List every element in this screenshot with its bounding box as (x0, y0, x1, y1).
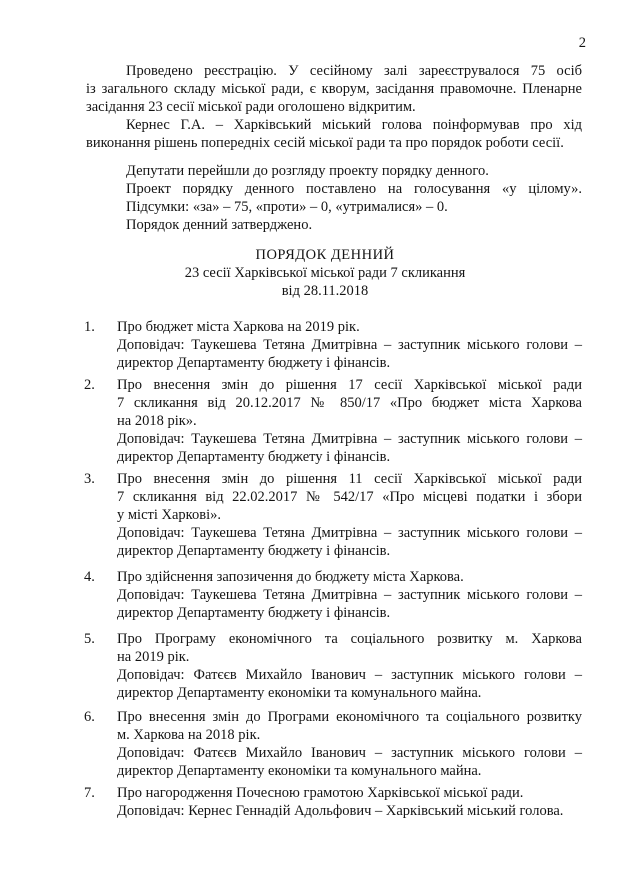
vote-line-1: Депутати перейшли до розгляду проекту порядку денного. (126, 163, 489, 179)
registration-line-1: Проведено реєстрацію. У сесійному залі зареєструвалося 75 осіб (126, 63, 582, 79)
agenda-item-4-title: Про здійснення запозичення до бюджету міста Харкова. (117, 569, 464, 585)
agenda-item-5-speaker: Доповідач: Фатєєв Михайло Іванович – заступник міського голови – (117, 667, 582, 683)
page-number: 2 (578, 35, 586, 51)
agenda-item-5-title-line-2: на 2019 рік. (117, 649, 190, 665)
agenda-item-1-speaker-role: директор Департаменту бюджету і фінансів. (117, 355, 391, 371)
vote-line-4: Порядок денний затверджено. (126, 217, 313, 233)
agenda-item-2-title-line-3: на 2018 рік». (117, 413, 197, 429)
agenda-item-7-title: Про нагородження Почесною грамотою Харківської міської ради. (117, 785, 524, 801)
agenda-item-3-title-line-3: у місті Харкові». (117, 507, 221, 523)
agenda-item-7-speaker: Доповідач: Кернес Геннадій Адольфович – Харківський міський голова. (117, 803, 564, 819)
report-line-1: Кернес Г.А. – Харківський міський голова поінформував про хід (126, 117, 582, 133)
agenda-item-2-title-line-1: Про внесення змін до рішення 17 сесії Харківської міської ради (117, 377, 582, 393)
agenda-item-number: 7. (84, 785, 95, 801)
agenda-item-number: 3. (84, 471, 95, 487)
agenda-date: від 28.11.2018 (281, 283, 369, 299)
agenda-item-number: 6. (84, 709, 95, 725)
agenda-item-1-speaker: Доповідач: Таукешева Тетяна Дмитрівна – заступник міського голови – (117, 337, 582, 353)
agenda-item-2-title-line-2: 7 скликання від 20.12.2017 № 850/17 «Про бюджет міста Харкова (117, 395, 582, 411)
agenda-item-5-title-line-1: Про Програму економічного та соціального розвитку м. Харкова (117, 631, 582, 647)
agenda-item-number: 5. (84, 631, 95, 647)
agenda-item-3-title-line-2: 7 скликання від 22.02.2017 № 542/17 «Про місцеві податки і збори (117, 489, 582, 505)
agenda-subtitle: 23 сесії Харківської міської ради 7 скликання (184, 265, 466, 281)
agenda-item-6-speaker-role: директор Департаменту економіки та комунального майна. (117, 763, 482, 779)
agenda-item-6-speaker: Доповідач: Фатєєв Михайло Іванович – заступник міського голови – (117, 745, 582, 761)
agenda-item-number: 1. (84, 319, 95, 335)
agenda-title: ПОРЯДОК ДЕННИЙ (255, 247, 395, 263)
agenda-item-2-speaker: Доповідач: Таукешева Тетяна Дмитрівна – заступник міського голови – (117, 431, 582, 447)
agenda-item-number: 4. (84, 569, 95, 585)
vote-line-3: Підсумки: «за» – 75, «проти» – 0, «утрималися» – 0. (126, 199, 448, 215)
agenda-item-3-speaker: Доповідач: Таукешева Тетяна Дмитрівна – заступник міського голови – (117, 525, 582, 541)
agenda-item-3-title-line-1: Про внесення змін до рішення 11 сесії Харківської міської ради (117, 471, 582, 487)
agenda-item-6-title-line-1: Про внесення змін до Програми економічного та соціального розвитку (117, 709, 582, 725)
agenda-item-5-speaker-role: директор Департаменту економіки та комунального майна. (117, 685, 482, 701)
agenda-item-3-speaker-role: директор Департаменту бюджету і фінансів. (117, 543, 391, 559)
registration-line-3: засідання 23 сесії міської ради оголошено відкритим. (86, 99, 416, 115)
registration-line-2: із загального складу міської ради, є кворум, засідання правомочне. Пленарне (86, 81, 582, 97)
report-line-2: виконання рішень попередніх сесій міської ради та про порядок роботи сесії. (86, 135, 564, 151)
agenda-item-6-title-line-2: м. Харкова на 2018 рік. (117, 727, 261, 743)
agenda-item-2-speaker-role: директор Департаменту бюджету і фінансів. (117, 449, 391, 465)
agenda-item-4-speaker: Доповідач: Таукешева Тетяна Дмитрівна – заступник міського голови – (117, 587, 582, 603)
agenda-item-4-speaker-role: директор Департаменту бюджету і фінансів. (117, 605, 391, 621)
vote-line-2: Проект порядку денного поставлено на голосування «у цілому». (126, 181, 582, 197)
agenda-item-number: 2. (84, 377, 95, 393)
agenda-item-1-title: Про бюджет міста Харкова на 2019 рік. (117, 319, 360, 335)
